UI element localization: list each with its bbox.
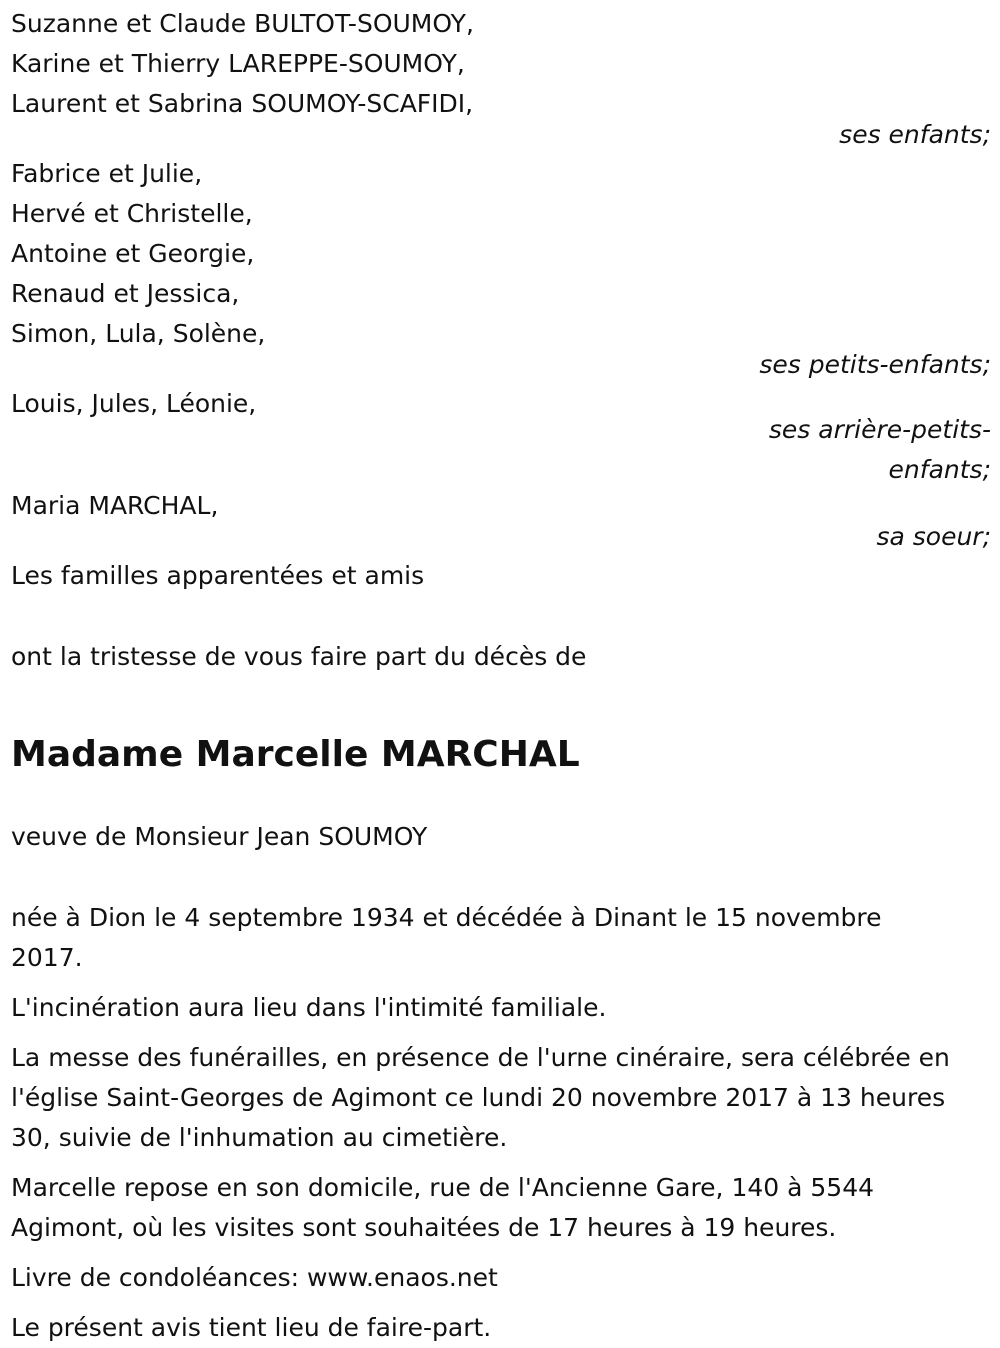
great-grandchildren-block xyxy=(11,384,991,490)
children-role: ses enfants; xyxy=(839,120,991,149)
sister-role: sa soeur; xyxy=(876,522,991,551)
announcement-line: ont la tristesse de vous faire part du décès de xyxy=(11,642,587,671)
grandchildren-role: ses petits-enfants; xyxy=(759,350,991,379)
great-grandchild-name: Louis, Jules, Léonie, xyxy=(11,389,257,418)
funeral-mass-paragraph: La messe des funérailles, en présence de l'urne cinéraire, sera célébrée en l'église Saint-Georges de Agimont ce lundi 20 novembre 2017 à 13 heures 30, suivie de l'inhumation au cimetière. xyxy=(11,1043,950,1152)
condolences-paragraph: Livre de condoléances: www.enaos.net xyxy=(11,1263,498,1292)
cremation-paragraph: L'incinération aura lieu dans l'intimité familiale. xyxy=(11,993,607,1022)
children-block xyxy=(11,4,991,154)
great-grandchildren-role-line1: ses arrière-petits- xyxy=(768,415,991,444)
visitation-paragraph: Marcelle repose en son domicile, rue de l'Ancienne Gare, 140 à 5544 Agimont, où les visites sont souhaitées de 17 heures à 19 heures. xyxy=(11,1173,875,1242)
deceased-name: Madame Marcelle MARCHAL xyxy=(11,734,580,775)
widow-of-line: veuve de Monsieur Jean SOUMOY xyxy=(11,822,428,851)
families-line: Les familles apparentées et amis xyxy=(11,561,425,590)
grandchild-name: Renaud et Jessica, xyxy=(11,279,240,308)
birth-death-paragraph: née à Dion le 4 septembre 1934 et décédée à Dinant le 15 novembre 2017. xyxy=(11,903,882,972)
grandchild-name: Antoine et Georgie, xyxy=(11,239,255,268)
grandchildren-block xyxy=(11,154,991,384)
grandchild-name: Fabrice et Julie, xyxy=(11,159,203,188)
grandchild-name: Simon, Lula, Solène, xyxy=(11,319,266,348)
sister-name: Maria MARCHAL, xyxy=(11,491,219,520)
child-name: Laurent et Sabrina SOUMOY-SCAFIDI, xyxy=(11,89,474,118)
notice-paragraph: Le présent avis tient lieu de faire-part. xyxy=(11,1313,492,1342)
child-name: Suzanne et Claude BULTOT-SOUMOY, xyxy=(11,9,474,38)
obituary-notice xyxy=(11,4,991,1348)
grandchild-name: Hervé et Christelle, xyxy=(11,199,253,228)
child-name: Karine et Thierry LAREPPE-SOUMOY, xyxy=(11,49,465,78)
sister-block xyxy=(11,486,991,556)
great-grandchildren-role-line2: enfants; xyxy=(888,455,991,484)
